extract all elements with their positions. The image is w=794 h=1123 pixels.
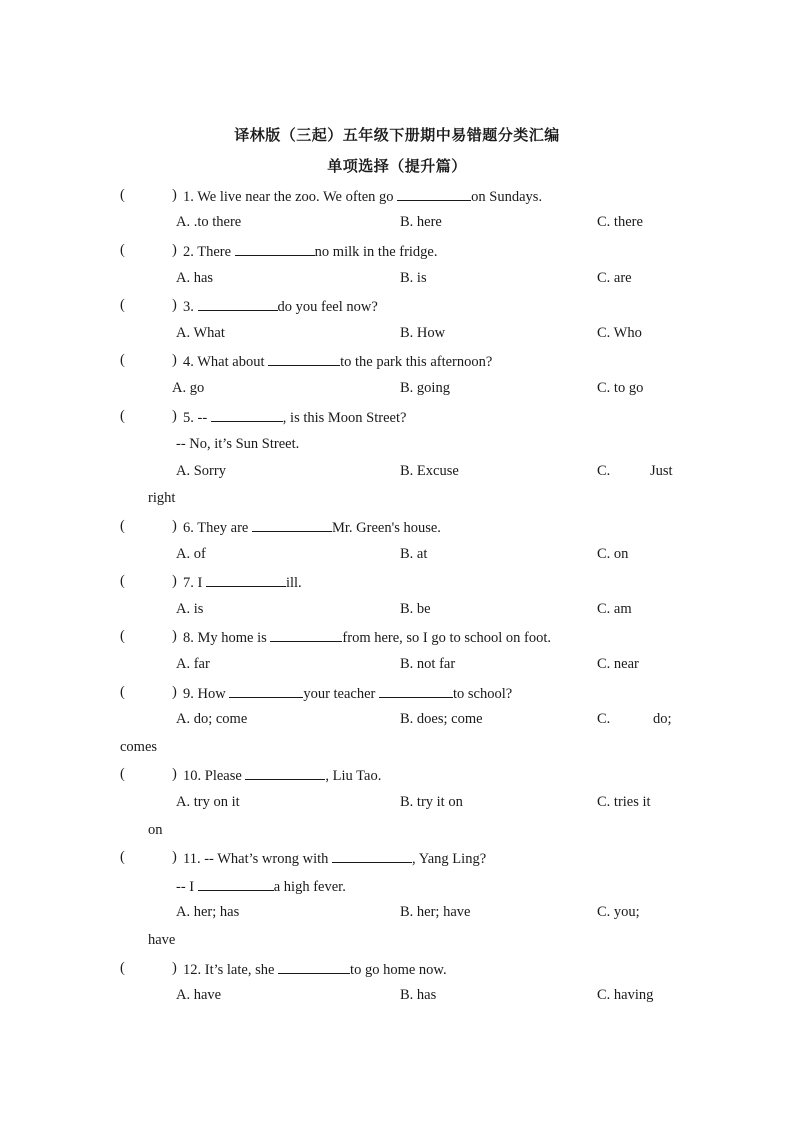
option-c[interactable]: C. tries it	[597, 794, 651, 810]
option-b[interactable]: B. here	[400, 214, 442, 230]
answer-paren-close[interactable]: )	[172, 628, 177, 644]
question-stem-start: 7. I	[183, 575, 206, 591]
option-b[interactable]: B. How	[400, 325, 446, 341]
question-stem-start: 1. We live near the zoo. We often go	[183, 189, 398, 205]
question-stem-start: 8. My home is	[183, 630, 271, 646]
answer-blank[interactable]	[229, 684, 303, 698]
question-stem-start: 2. There	[183, 244, 235, 260]
question-stem-end: no milk in the fridge.	[314, 244, 438, 260]
option-c-continued[interactable]: Just	[650, 463, 673, 479]
question-stem-start: 12. It’s late, she	[183, 962, 279, 978]
question-stem-middle: your teacher	[303, 686, 380, 702]
option-c[interactable]: C. am	[597, 601, 632, 617]
option-b[interactable]: B. not far	[400, 656, 456, 672]
answer-paren-close[interactable]: )	[172, 573, 177, 589]
answer-blank[interactable]	[206, 573, 286, 587]
answer-paren-open: (	[120, 408, 125, 424]
option-c[interactable]: C.	[597, 711, 611, 727]
option-a[interactable]: A. go	[172, 380, 205, 396]
dialogue-response: -- No, it’s Sun Street.	[176, 436, 300, 452]
option-b[interactable]: B. Excuse	[400, 463, 459, 479]
option-c[interactable]: C. Who	[597, 325, 642, 341]
question-stem-end: , Liu Tao.	[325, 768, 382, 784]
question-text	[183, 352, 492, 371]
question-text	[183, 408, 406, 427]
option-b[interactable]: B. going	[400, 380, 450, 396]
answer-paren-close[interactable]: )	[172, 684, 177, 700]
answer-paren-close[interactable]: )	[172, 352, 177, 368]
answer-paren-open: (	[120, 573, 125, 589]
answer-blank[interactable]	[270, 628, 342, 642]
option-a[interactable]: A. have	[176, 987, 222, 1003]
option-c-wrap[interactable]: comes	[120, 739, 158, 755]
option-b[interactable]: B. is	[400, 270, 427, 286]
option-c[interactable]: C. to go	[597, 380, 644, 396]
option-a[interactable]: A. of	[176, 546, 206, 562]
answer-blank[interactable]	[245, 766, 325, 780]
question-text	[183, 960, 447, 979]
question-stem-end: to school?	[453, 686, 513, 702]
answer-paren-open: (	[120, 628, 125, 644]
question-stem-end: to the park this afternoon?	[340, 354, 493, 370]
question-stem-start: 9. How	[183, 686, 230, 702]
option-c-wrap[interactable]: on	[148, 822, 163, 838]
option-c[interactable]: C. are	[597, 270, 632, 286]
option-c-wrap[interactable]: have	[148, 932, 176, 948]
question-stem-end: , is this Moon Street?	[282, 410, 407, 426]
option-b[interactable]: B. try it on	[400, 794, 463, 810]
question-stem-start: 10. Please	[183, 768, 246, 784]
option-b[interactable]: B. her; have	[400, 904, 471, 920]
question-stem-end: Mr. Green's house.	[331, 520, 441, 536]
answer-blank[interactable]	[252, 518, 332, 532]
question-text	[183, 684, 512, 703]
option-a[interactable]: A. far	[176, 656, 210, 672]
answer-blank[interactable]	[278, 960, 350, 974]
option-c-continued[interactable]: do;	[653, 711, 672, 727]
answer-paren-open: (	[120, 297, 125, 313]
answer-blank[interactable]	[198, 297, 278, 311]
answer-paren-close[interactable]: )	[172, 297, 177, 313]
answer-paren-open: (	[120, 187, 125, 203]
question-stem-end: to go home now.	[350, 962, 447, 978]
question-text	[183, 297, 378, 316]
answer-paren-close[interactable]: )	[172, 187, 177, 203]
option-c[interactable]: C. near	[597, 656, 639, 672]
question-text	[183, 766, 381, 785]
option-b[interactable]: B. at	[400, 546, 428, 562]
option-a[interactable]: A. her; has	[176, 904, 240, 920]
question-text	[183, 242, 438, 261]
answer-paren-open: (	[120, 960, 125, 976]
answer-paren-close[interactable]: )	[172, 766, 177, 782]
option-a[interactable]: A. .to there	[176, 214, 242, 230]
answer-paren-open: (	[120, 849, 125, 865]
answer-blank[interactable]	[211, 408, 283, 422]
question-stem-start: 4. What about	[183, 354, 269, 370]
answer-paren-open: (	[120, 518, 125, 534]
answer-paren-close[interactable]: )	[172, 960, 177, 976]
answer-paren-close[interactable]: )	[172, 849, 177, 865]
answer-blank[interactable]	[268, 352, 340, 366]
question-text	[183, 518, 441, 537]
answer-blank[interactable]	[332, 849, 412, 863]
option-a[interactable]: A. Sorry	[176, 463, 226, 479]
answer-blank[interactable]	[379, 684, 453, 698]
question-stem-start: 11. -- What’s wrong with	[183, 851, 333, 867]
answer-paren-close[interactable]: )	[172, 242, 177, 258]
question-stem-start: 5. --	[183, 410, 211, 426]
question-stem-end: do you feel now?	[277, 299, 378, 315]
option-c[interactable]: C. on	[597, 546, 629, 562]
response-end: a high fever.	[273, 879, 346, 895]
option-a[interactable]: A. has	[176, 270, 214, 286]
answer-paren-open: (	[120, 352, 125, 368]
option-a[interactable]: A. What	[176, 325, 225, 341]
question-stem-start: 6. They are	[183, 520, 252, 536]
answer-paren-open: (	[120, 242, 125, 258]
option-a[interactable]: A. do; come	[176, 711, 248, 727]
option-b[interactable]: B. has	[400, 987, 437, 1003]
question-stem-end: on Sundays.	[471, 189, 543, 205]
answer-blank[interactable]	[235, 242, 315, 256]
option-c[interactable]: C.	[597, 463, 611, 479]
option-c[interactable]: C. there	[597, 214, 643, 230]
answer-blank[interactable]	[198, 877, 274, 891]
question-stem-end: from here, so I go to school on foot.	[342, 630, 552, 646]
answer-blank[interactable]	[397, 187, 471, 201]
page-title: 译林版（三起）五年级下册期中易错题分类汇编	[234, 126, 560, 144]
response-start: -- I	[176, 879, 198, 895]
answer-paren-open: (	[120, 766, 125, 782]
answer-paren-close[interactable]: )	[172, 518, 177, 534]
question-text	[183, 573, 302, 592]
option-a[interactable]: A. is	[176, 601, 204, 617]
question-stem-start: 3.	[183, 299, 198, 315]
option-c[interactable]: C. having	[597, 987, 654, 1003]
answer-paren-open: (	[120, 684, 125, 700]
question-stem-end: , Yang Ling?	[412, 851, 487, 867]
option-b[interactable]: B. does; come	[400, 711, 483, 727]
dialogue-response	[176, 877, 346, 896]
section-subtitle: 单项选择（提升篇）	[327, 157, 467, 175]
option-c[interactable]: C. you;	[597, 904, 640, 920]
option-c-wrap[interactable]: right	[148, 490, 176, 506]
question-text	[183, 187, 542, 206]
question-text	[183, 849, 486, 868]
option-a[interactable]: A. try on it	[176, 794, 240, 810]
question-text	[183, 628, 551, 647]
answer-paren-close[interactable]: )	[172, 408, 177, 424]
option-b[interactable]: B. be	[400, 601, 431, 617]
question-stem-end: ill.	[285, 575, 302, 591]
